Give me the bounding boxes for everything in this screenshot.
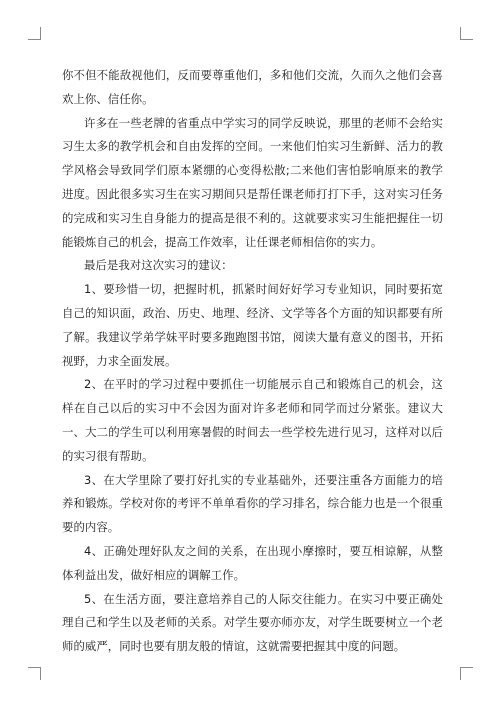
suggestion-item-4: 4、正确处理好队友之间的关系，在出现小摩擦时，要互相谅解，从整体利益出发，做好相应的调解工作。 (62, 543, 443, 582)
crop-mark-bottom-right (460, 667, 473, 680)
paragraph-internship-feedback: 许多在一些老牌的省重点中学实习的同学反映说，那里的老师不会给实习生太多的教学机会和自由发挥的空间。一来他们怕实习生新鲜、活力的教学风格会导致同学们原本紧绷的心变得松散;二来他们害怕影响原来的教学进度。因此很多实习生在实习期间只是帮任课老师打打下手，这对实习任务的完成和实习生自身能力的提高是很不利的。这就要求实习生能把握住一切能锻炼自己的机会，提高工作效率，让任课老师相信你的实力。 (62, 115, 443, 249)
paragraph-continued: 你不但不能敌视他们，反而要尊重他们，多和他们交流，久而久之他们会喜欢上你、信任你。 (62, 68, 443, 106)
suggestion-item-5: 5、在生活方面，要注意培养自己的人际交往能力。在实习中要正确处理自己和学生以及老师的关系。对学生要亦师亦友，对学生既要树立一个老师的威严，同时也要有朋友般的情谊，这就需要把握其中度的问题。 (62, 591, 443, 654)
document-body (62, 64, 443, 659)
suggestion-item-2: 2、在平时的学习过程中要抓住一切能展示自己和锻炼自己的机会，这样在自己以后的实习中不会因为面对许多老师和同学而过分紧张。建议大一、大二的学生可以利用寒暑假的时间去一些学校先进行见习，这样对以后的实习很有帮助。 (62, 377, 443, 463)
suggestion-item-1: 1、要珍惜一切，把握时机，抓紧时间好好学习专业知识，同时要拓宽自己的知识面，政治、历史、地理、经济、文学等各个方面的知识都要有所了解。我建议学弟学妹平时要多跑跑图书馆，阅读大量有意义的图书，开拓视野，力求全面发展。 (62, 282, 443, 368)
crop-mark-top-right (460, 27, 473, 40)
suggestion-item-3: 3、在大学里除了要打好扎实的专业基础外，还要注重各方面能力的培养和锻炼。学校对你的考评不单单看你的学习排名，综合能力也是一个很重要的内容。 (62, 472, 443, 535)
crop-mark-bottom-left (28, 667, 41, 680)
crop-mark-top-left (28, 27, 41, 40)
paragraph-suggestions-intro: 最后是我对这次实习的建议： (84, 258, 233, 273)
